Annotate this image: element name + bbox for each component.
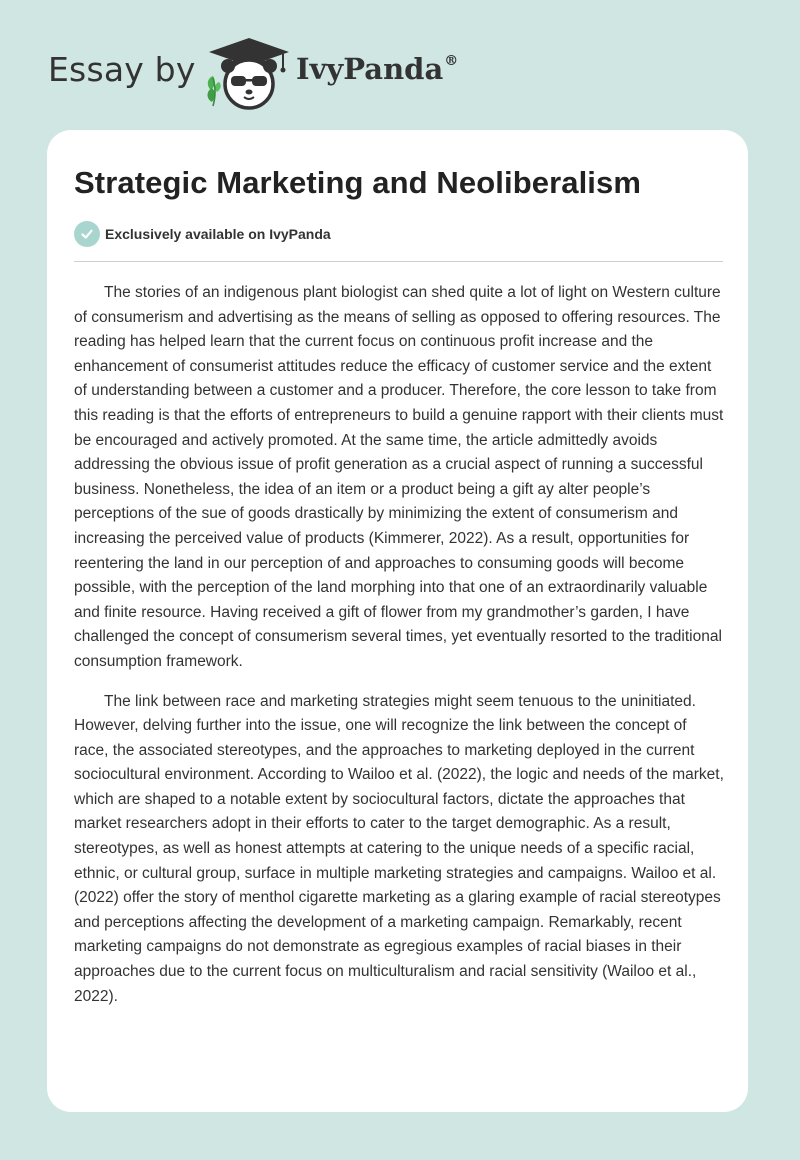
essay-paragraph: The link between race and marketing strategies might seem tenuous to the uninitiated. However, delving further into the issue, one will recognize the link between the concept of race, the associated stereotypes, and the approaches to marketing deployed in the current sociocultural environment. According to Wailoo et al. (2022), the logic and needs of the market, which are shaped to a notable extent by sociocultural factors, dictate the approaches that market researchers adopt in their efforts to cater to the target demographic. As a result, stereotypes, as well as honest attempts at catering to the unique needs of a specific racial, ethnic, or cultural group, surface in multiple marketing strategies and campaigns. Wailoo et al. (2022) offer the story of menthol cigarette marketing as a glaring example of racial stereotypes and perceptions affecting the development of a marketing campaign. Remarkably, recent marketing campaigns do not demonstrate as egregious examples of racial biases in their approaches due to the current focus on multiculturalism and racial sensitivity (Wailoo et al., 2022). (74, 692, 724, 1005)
exclusive-badge (74, 221, 331, 247)
essay-body (74, 281, 724, 1024)
site-header (0, 0, 800, 130)
brand-name[interactable]: IvyPanda® (296, 52, 459, 86)
checkmark-icon (74, 221, 100, 247)
brand-prefix: Essay by (48, 50, 196, 89)
exclusive-label: Exclusively available on IvyPanda (105, 226, 331, 242)
essay-card (47, 130, 748, 1112)
essay-title: Strategic Marketing and Neoliberalism (74, 165, 642, 200)
essay-paragraph: The stories of an indigenous plant biologist can shed quite a lot of light on Western culture of consumerism and advertising as the means of selling as opposed to offering resources. The reading has helped learn that the current focus on continuous profit increase and the enhancement of consumerist attitudes reduce the efficacy of customer service and the extent of understanding between a customer and a producer. Therefore, the core lesson to take from this reading is that the efforts of entrepreneurs to build a genuine rapport with their clients must be encouraged and actively promoted. At the same time, the article admittedly avoids addressing the obvious issue of profit generation as a crucial aspect of running a successful business. Nonetheless, the idea of an item or a product being a gift ay alter people’s perceptions of the sue of goods drastically by minimizing the extent of consumerism and increasing the perceived value of products (Kimmerer, 2022). As a result, opportunities for reentering the land in our perception of and approaches to consuming goods will become possible, with the perception of the land morphing into that one of an extraordinarily valuable and finite resource. Having received a gift of flower from my grandmother’s garden, I have challenged the concept of consumerism several times, yet eventually resorted to the traditional consumption framework. (74, 284, 724, 670)
divider (74, 261, 723, 262)
panda-graduate-icon[interactable] (203, 36, 295, 110)
registered-mark: ® (444, 53, 459, 69)
